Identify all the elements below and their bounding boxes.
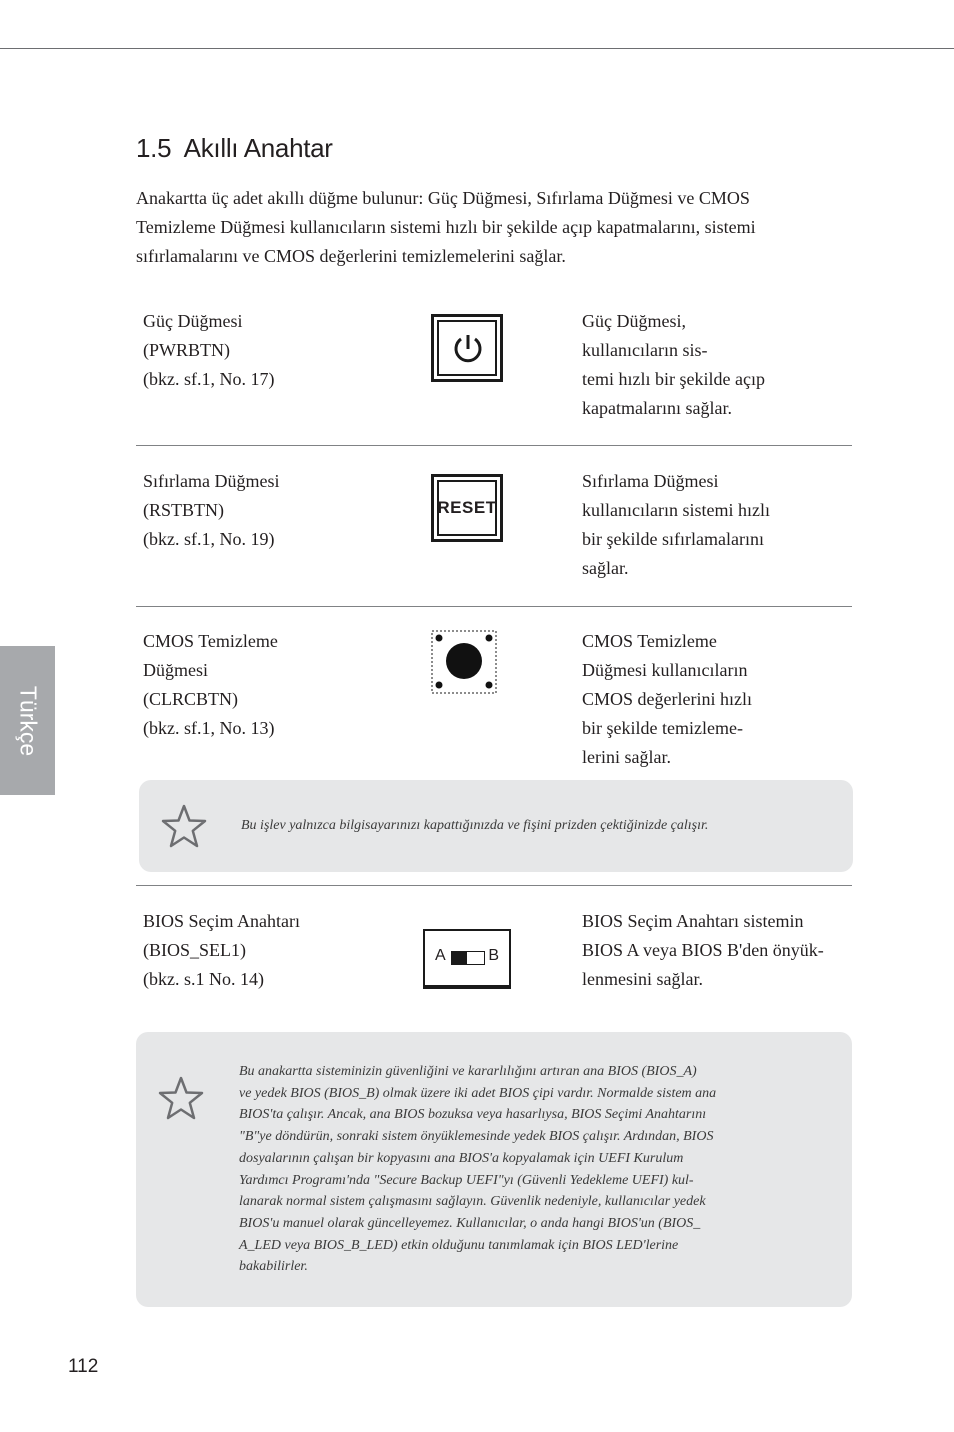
language-tab: [0, 646, 55, 795]
reset-button-label: Sıfırlama Düğmesi (RSTBTN) (bkz. sf.1, No. 19): [143, 471, 280, 549]
divider: [136, 445, 852, 446]
bios-select-switch-icon: [423, 929, 511, 987]
note-box-bios: [136, 1032, 852, 1307]
star-icon: [161, 804, 207, 848]
star-icon: [158, 1076, 204, 1120]
note-bios-text: Bu anakartta sisteminizin güvenliğini ve kararlılığını artıran ana BIOS (BIOS_A) ve yedek BIOS (BIOS_B) olmak üzere iki adet BIOS çipi vardır. Normalde sistem ana BIOS'ta çalışır. Ancak, ana BIOS bozuksa veya hasarlıysa, BIOS Seçimi Anahtarını "B"ye döndürün, sonraki sistem önyüklemesinde yedek BIOS çalışır. Ardından, BIOS dosyalarının çalışan bir kopyasını ana BIOS'a kopyalamak için UEFI Kurulum Yardımcı Programı'nda "Secure Backup UEFI"yı (Güvenli Yedekleme UEFI) kul- lanarak normal sistem çalışmasını sağlayın. Güvenlik nedeniyle, kullanıcılar yedek BIOS'u manuel olarak güncelleyemez. Kullanıcılar, o anda hangi BIOS'un (BIOS_ A_LED veya BIOS_B_LED) etkin olduğunu tanımlamak için BIOS LED'lerine bakabilirler.: [239, 1064, 717, 1275]
power-button-row: [136, 307, 852, 427]
reset-button-icon: [431, 474, 503, 542]
switch-slider: [451, 951, 485, 965]
bios-select-row: [136, 907, 852, 1007]
divider: [136, 606, 852, 607]
bios-select-label: BIOS Seçim Anahtarı (BIOS_SEL1) (bkz. s.1 No. 14): [143, 911, 300, 989]
clear-cmos-button-icon: [431, 630, 499, 696]
switch-label-a: A: [435, 947, 446, 964]
section-heading: Akıllı Anahtar: [183, 133, 333, 163]
header-rule: [0, 48, 954, 49]
bios-select-description: BIOS Seçim Anahtarı sistemin BIOS A veya BIOS B'den önyük- lenmesini sağlar.: [582, 911, 824, 989]
power-button-icon: [431, 314, 503, 382]
intro-paragraph: Anakartta üç adet akıllı düğme bulunur: Güç Düğmesi, Sıfırlama Düğmesi ve CMOS Temizleme Düğmesi kullanıcıların sistemi hızlı bir şekilde açıp kapatmalarını, sistemi sıfırlamalarını ve CMOS değerlerini temizlemelerini sağlar.: [136, 188, 756, 266]
language-tab-label: Türkçe: [15, 685, 41, 756]
power-button-description: Güç Düğmesi, kullanıcıların sis- temi hızlı bir şekilde açıp kapatmalarını sağlar.: [582, 311, 765, 418]
clear-cmos-label: CMOS Temizleme Düğmesi (CLRCBTN) (bkz. sf.1, No. 13): [143, 631, 278, 738]
switch-label-b: B: [488, 947, 499, 964]
reset-button-row: [136, 467, 852, 587]
page-number: 112: [68, 1356, 99, 1377]
clear-cmos-row: [136, 627, 852, 777]
reset-button-description: Sıfırlama Düğmesi kullanıcıların sistemi hızlı bir şekilde sıfırlamalarını sağlar.: [582, 471, 770, 578]
reset-icon-text: RESET: [437, 480, 497, 536]
note-box: [139, 780, 853, 872]
note-text: Bu işlev yalnızca bilgisayarınızı kapattığınızda ve fişini prizden çektiğinizde çalışır.: [241, 818, 709, 833]
section-title: [136, 133, 333, 164]
section-number: 1.5: [136, 133, 172, 163]
power-button-label: Güç Düğmesi (PWRBTN) (bkz. sf.1, No. 17): [143, 311, 275, 389]
divider: [136, 885, 852, 886]
clear-cmos-description: CMOS Temizleme Düğmesi kullanıcıların CMOS değerlerini hızlı bir şekilde temizleme- lerini sağlar.: [582, 631, 752, 767]
